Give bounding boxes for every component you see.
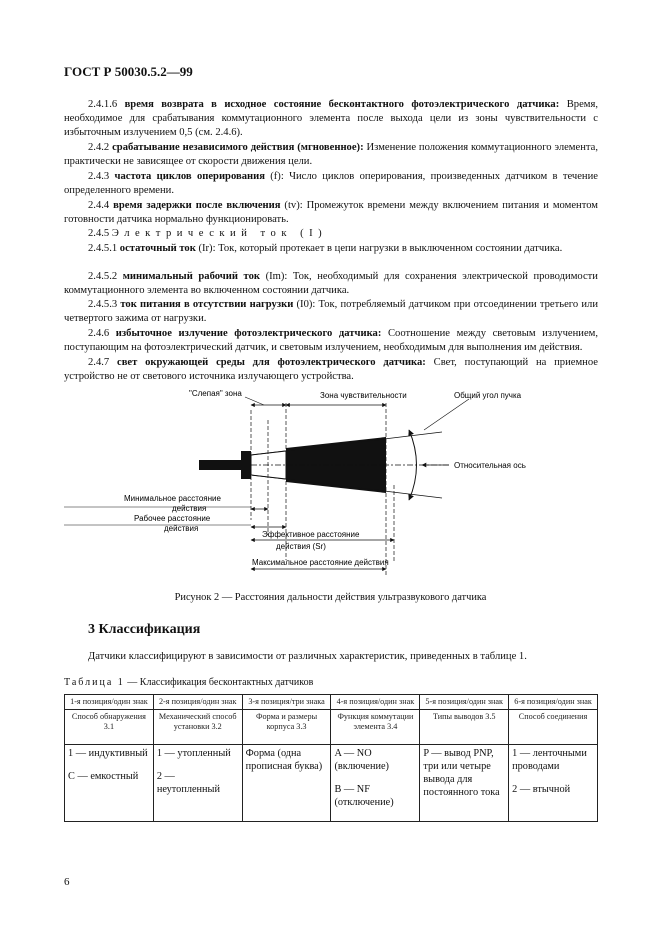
label-beam-angle: Общий угол пучка bbox=[454, 391, 522, 400]
paragraph-2-4-3: 2.4.3 частота циклов оперирования (f): Число циклов оперирования, произведенных датчиком в течение определенного времени. bbox=[64, 171, 598, 197]
header-cell: 1-я позиция/один знак bbox=[65, 695, 154, 710]
label-work-distance-2: действия bbox=[164, 524, 199, 533]
label-blind-zone: "Слепая" зона bbox=[189, 389, 242, 398]
label-min-distance-2: действия bbox=[172, 504, 207, 513]
paragraph-2-4-2: 2.4.2 срабатывание независимого действия (мгновенное): Изменение положения коммутационного элемента, практически не зависящее от скорости движения цели. bbox=[64, 142, 598, 168]
table-subheader-row bbox=[65, 710, 598, 745]
paragraph-2-4-5: 2.4.5 Электрический ток (I) bbox=[88, 228, 328, 239]
label-work-distance-1: Рабочее расстояние bbox=[134, 514, 211, 523]
label-eff-distance-2: действия (Sr) bbox=[276, 542, 326, 551]
subheader-cell: Способ соединения bbox=[509, 710, 598, 745]
header-cell: 5-я позиция/один знак bbox=[420, 695, 509, 710]
ultrasonic-sensor-diagram bbox=[64, 385, 598, 585]
header-cell: 2-я позиция/один знак bbox=[153, 695, 242, 710]
label-ref-axis: Относительная ось bbox=[454, 461, 526, 470]
header-cell: 3-я позиция/три знака bbox=[242, 695, 331, 710]
section-intro: Датчики классифицируют в зависимости от различных характеристик, приведенных в таблице 1. bbox=[88, 651, 527, 662]
subheader-cell: Способ обнаружения 3.1 bbox=[65, 710, 154, 745]
label-min-distance-1: Минимальное расстояние bbox=[124, 494, 221, 503]
body-cell: 1 — индуктивный C — емкостный bbox=[65, 745, 154, 822]
header-cell: 6-я позиция/один знак bbox=[509, 695, 598, 710]
section-title: 3 Классификация bbox=[88, 622, 201, 637]
table-header-row bbox=[65, 695, 598, 710]
body-cell: P — вывод PNP, три или четыре вывода для постоянного тока bbox=[420, 745, 509, 822]
document-header: ГОСТ Р 50030.5.2—99 bbox=[64, 64, 193, 79]
body-cell: 1 — ленточными проводами 2 — втычной bbox=[509, 745, 598, 822]
sensor-cable bbox=[199, 460, 241, 470]
table-caption: Таблица 1 — Классификация бесконтактных датчиков bbox=[64, 677, 314, 688]
label-max-distance: Максимальное расстояние действия bbox=[252, 558, 389, 567]
page-number: 6 bbox=[64, 876, 70, 888]
sensor-head bbox=[241, 451, 251, 479]
subheader-cell: Механический способ установки 3.2 bbox=[153, 710, 242, 745]
paragraph-2-4-4: 2.4.4 время задержки после включения (tv): Промежуток времени между включением питания и моментом готовности датчика нормально функционировать. bbox=[64, 200, 598, 226]
subheader-cell: Типы выводов 3.5 bbox=[420, 710, 509, 745]
paragraph-2-4-1-6: 2.4.1.6 время возврата в исходное состояние бесконтактного фотоэлектрического датчика: Время, необходимое для срабатывания коммутационного элемента после выхода цели из зоны чувствительности с избыточным излучением 0,5 (см. 2.4.6). bbox=[64, 99, 598, 139]
body-cell: Форма (одна прописная буква) bbox=[242, 745, 331, 822]
paragraph-2-4-6: 2.4.6 избыточное излучение фотоэлектрического датчика: Соотношение между световым излучением, поступающим на фотоэлектрический датчик, и световым излучением, необходимым для выполнения им действия. bbox=[64, 328, 598, 354]
label-eff-distance-1: Эффективное расстояние bbox=[262, 530, 360, 539]
subheader-cell: Функция коммутации элемента 3.4 bbox=[331, 710, 420, 745]
body-cell: 1 — утопленный 2 — неутопленный bbox=[153, 745, 242, 822]
subheader-cell: Форма и размеры корпуса 3.3 bbox=[242, 710, 331, 745]
table-row bbox=[65, 745, 598, 822]
classification-table bbox=[64, 694, 598, 822]
paragraph-2-4-5-1: 2.4.5.1 остаточный ток (Ir): Ток, который протекает в цепи нагрузки в выключенном состоянии датчика. bbox=[88, 243, 563, 254]
paragraph-2-4-7: 2.4.7 свет окружающей среды для фотоэлектрического датчика: Свет, поступающий на приемное устройство не от светового источника излучающего устройства. bbox=[64, 357, 598, 383]
paragraph-2-4-5-3: 2.4.5.3 ток питания в отсутствии нагрузки (I0): Ток, потребляемый датчиком при отсоединении третьего или четвертого зажима от нагрузки. bbox=[64, 299, 598, 325]
body-cell: A — NO (включение) B — NF (отключение) bbox=[331, 745, 420, 822]
label-sensing-zone: Зона чувствительности bbox=[320, 391, 407, 400]
figure-caption: Рисунок 2 — Расстояния дальности действия ультразвукового датчика bbox=[174, 592, 487, 603]
paragraph-2-4-5-2: 2.4.5.2 минимальный рабочий ток (Im): Ток, необходимый для сохранения электрической проводимости коммутационного элемента во включенном состоянии датчика. bbox=[64, 271, 598, 297]
header-cell: 4-я позиция/один знак bbox=[331, 695, 420, 710]
